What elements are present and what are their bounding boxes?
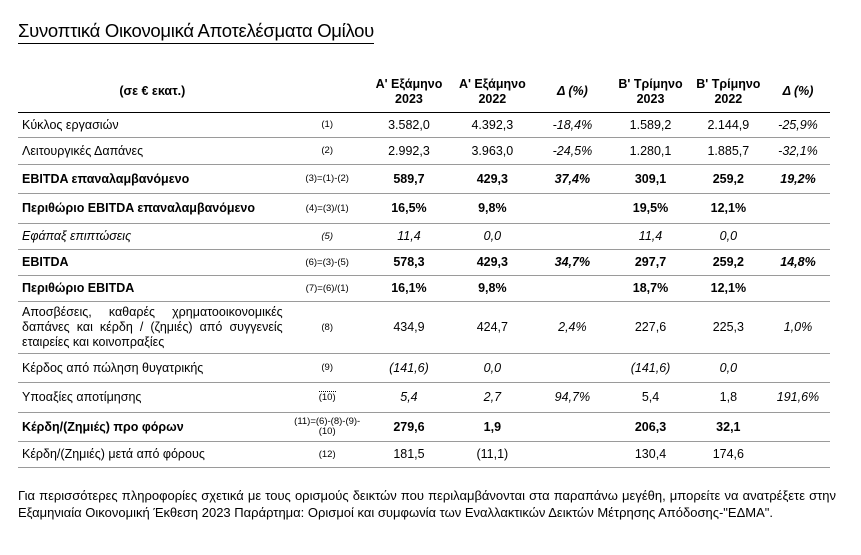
financial-results-table (18, 72, 830, 468)
cell-delta-h1 (534, 275, 610, 301)
cell-delta-h1 (534, 412, 610, 441)
cell-h1-2023: 578,3 (368, 249, 451, 275)
row-ref: (1) (287, 112, 368, 137)
cell-q2-2023: 1.280,1 (610, 137, 690, 164)
row-label: EBITDA (18, 249, 287, 275)
cell-h1-2023: 434,9 (368, 301, 451, 353)
cell-delta-h1: -18,4% (534, 112, 610, 137)
cell-h1-2022: 1,9 (450, 412, 534, 441)
table-row (18, 223, 830, 249)
cell-q2-2023: 1.589,2 (610, 112, 690, 137)
cell-h1-2022: 9,8% (450, 193, 534, 223)
row-label: Κύκλος εργασιών (18, 112, 287, 137)
cell-delta-h1: 94,7% (534, 382, 610, 412)
cell-h1-2022: 429,3 (450, 249, 534, 275)
row-label: Κέρδος από πώληση θυγατρικής (18, 353, 287, 382)
table-row (18, 137, 830, 164)
table-row (18, 441, 830, 467)
cell-h1-2022: 9,8% (450, 275, 534, 301)
cell-q2-2023: 227,6 (610, 301, 690, 353)
cell-q2-2022: 0,0 (691, 353, 766, 382)
cell-h1-2023: (141,6) (368, 353, 451, 382)
table-row (18, 249, 830, 275)
table-row (18, 382, 830, 412)
row-ref-text: (10) (318, 392, 336, 403)
header-h1-2023: Α' Εξάμηνο 2023 (368, 72, 451, 112)
row-ref: (5) (287, 223, 368, 249)
cell-delta-q2: 1,0% (766, 301, 830, 353)
cell-h1-2023: 589,7 (368, 164, 451, 193)
cell-q2-2022: 12,1% (691, 193, 766, 223)
cell-delta-h1: -24,5% (534, 137, 610, 164)
table-header-row (18, 72, 830, 112)
cell-h1-2023: 11,4 (368, 223, 451, 249)
row-label: Λειτουργικές Δαπάνες (18, 137, 287, 164)
row-label: Κέρδη/(Ζημιές) προ φόρων (18, 412, 287, 441)
table-row (18, 275, 830, 301)
cell-h1-2022: 0,0 (450, 353, 534, 382)
header-delta-h1: Δ (%) (534, 72, 610, 112)
cell-delta-h1: 37,4% (534, 164, 610, 193)
cell-h1-2023: 16,5% (368, 193, 451, 223)
cell-h1-2023: 279,6 (368, 412, 451, 441)
cell-h1-2022: 0,0 (450, 223, 534, 249)
cell-delta-q2 (766, 223, 830, 249)
cell-delta-q2: 14,8% (766, 249, 830, 275)
cell-q2-2022: 1.885,7 (691, 137, 766, 164)
cell-delta-q2: -32,1% (766, 137, 830, 164)
cell-delta-h1 (534, 441, 610, 467)
cell-q2-2023: 18,7% (610, 275, 690, 301)
cell-q2-2023: 11,4 (610, 223, 690, 249)
cell-q2-2023: 309,1 (610, 164, 690, 193)
row-label: EBITDA επαναλαμβανόμενο (18, 164, 287, 193)
table-row (18, 193, 830, 223)
table-row (18, 301, 830, 353)
table-row (18, 112, 830, 137)
cell-h1-2022: 4.392,3 (450, 112, 534, 137)
cell-q2-2022: 32,1 (691, 412, 766, 441)
cell-delta-h1: 2,4% (534, 301, 610, 353)
row-ref (287, 382, 368, 412)
cell-q2-2022: 174,6 (691, 441, 766, 467)
cell-q2-2022: 0,0 (691, 223, 766, 249)
table-row (18, 353, 830, 382)
header-q2-2023: Β' Τρίμηνο 2023 (610, 72, 690, 112)
cell-q2-2023: 5,4 (610, 382, 690, 412)
row-label: Εφάπαξ επιπτώσεις (18, 223, 287, 249)
row-label: Υποαξίες αποτίμησης (18, 382, 287, 412)
cell-delta-h1: 34,7% (534, 249, 610, 275)
cell-h1-2022: (11,1) (450, 441, 534, 467)
cell-h1-2023: 181,5 (368, 441, 451, 467)
row-ref: (2) (287, 137, 368, 164)
cell-h1-2022: 3.963,0 (450, 137, 534, 164)
cell-delta-h1 (534, 223, 610, 249)
cell-q2-2022: 1,8 (691, 382, 766, 412)
table-row (18, 412, 830, 441)
row-ref: (6)=(3)-(5) (287, 249, 368, 275)
cell-delta-q2: 191,6% (766, 382, 830, 412)
cell-delta-h1 (534, 353, 610, 382)
cell-delta-q2 (766, 412, 830, 441)
cell-delta-q2: -25,9% (766, 112, 830, 137)
cell-h1-2023: 5,4 (368, 382, 451, 412)
cell-q2-2023: 19,5% (610, 193, 690, 223)
cell-delta-h1 (534, 193, 610, 223)
row-ref: (9) (287, 353, 368, 382)
cell-h1-2022: 2,7 (450, 382, 534, 412)
cell-h1-2022: 424,7 (450, 301, 534, 353)
cell-delta-q2 (766, 193, 830, 223)
cell-delta-q2 (766, 275, 830, 301)
row-ref: (3)=(1)-(2) (287, 164, 368, 193)
row-ref: (4)=(3)/(1) (287, 193, 368, 223)
row-ref: (8) (287, 301, 368, 353)
cell-h1-2023: 16,1% (368, 275, 451, 301)
footnote: Για περισσότερες πληροφορίες σχετικά με τους ορισμούς δεικτών που περιλαμβάνονται στα παραπάνω μεγέθη, μπορείτε να ανατρέξετε στην Εξαμηνιαία Οικονομική Έκθεση 2023 Παράρτημα: Ορισμοί και συμφωνία των Εναλλακτικών Δεικτών Μέτρησης Απόδοσης-"ΕΔΜΑ". (18, 488, 836, 520)
row-ref: (12) (287, 441, 368, 467)
cell-q2-2023: 297,7 (610, 249, 690, 275)
header-units: (σε € εκατ.) (18, 72, 287, 112)
row-label: Περιθώριο EBITDA (18, 275, 287, 301)
cell-q2-2022: 225,3 (691, 301, 766, 353)
page-title: Συνοπτικά Οικονομικά Αποτελέσματα Ομίλου (18, 20, 374, 44)
cell-q2-2022: 259,2 (691, 164, 766, 193)
cell-q2-2022: 12,1% (691, 275, 766, 301)
cell-q2-2022: 259,2 (691, 249, 766, 275)
header-ref (287, 72, 368, 112)
row-label: Κέρδη/(Ζημιές) μετά από φόρους (18, 441, 287, 467)
cell-h1-2023: 2.992,3 (368, 137, 451, 164)
cell-q2-2023: (141,6) (610, 353, 690, 382)
cell-q2-2023: 206,3 (610, 412, 690, 441)
row-ref: (7)=(6)/(1) (287, 275, 368, 301)
header-delta-q2: Δ (%) (766, 72, 830, 112)
header-q2-2022: Β' Τρίμηνο 2022 (691, 72, 766, 112)
cell-delta-q2 (766, 441, 830, 467)
header-h1-2022: Α' Εξάμηνο 2022 (450, 72, 534, 112)
row-label: Περιθώριο EBITDA επαναλαμβανόμενο (18, 193, 287, 223)
cell-h1-2023: 3.582,0 (368, 112, 451, 137)
cell-delta-q2: 19,2% (766, 164, 830, 193)
cell-q2-2023: 130,4 (610, 441, 690, 467)
table-row (18, 164, 830, 193)
row-ref: (11)=(6)-(8)-(9)-(10) (287, 412, 368, 441)
row-label: Αποσβέσεις, καθαρές χρηματοοικονομικές δαπάνες και κέρδη / (ζημιές) από συγγενείς εταιρείες και κοινοπραξίες (18, 301, 287, 353)
cell-q2-2022: 2.144,9 (691, 112, 766, 137)
cell-delta-q2 (766, 353, 830, 382)
cell-h1-2022: 429,3 (450, 164, 534, 193)
